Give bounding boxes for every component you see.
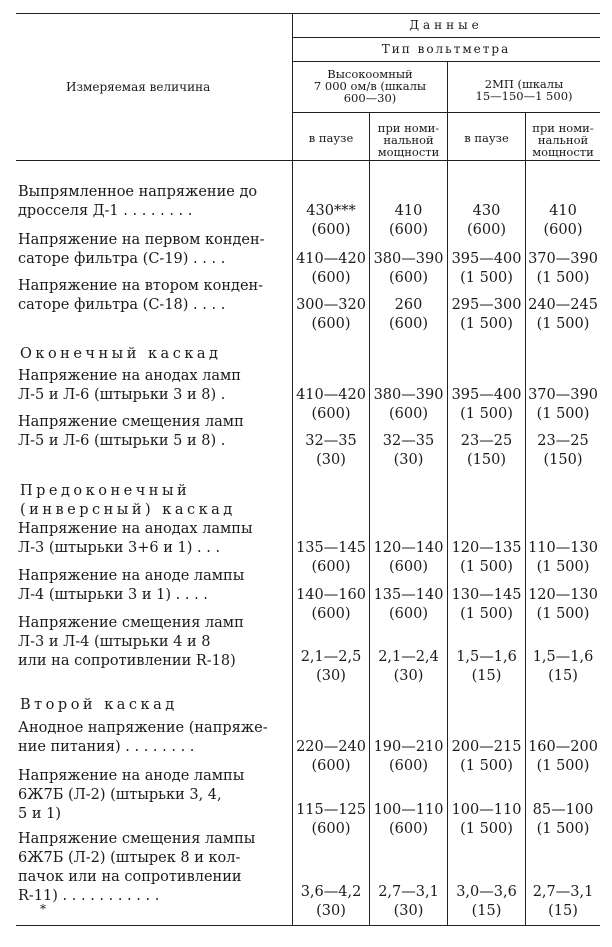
value-cell: 23—25 (150) bbox=[460, 433, 513, 468]
value-cell: 240—245 (1 500) bbox=[528, 297, 598, 332]
value-cell: 260 (600) bbox=[389, 297, 428, 332]
value-cell: 2,7—3,1 (30) bbox=[378, 884, 439, 919]
value-cell: 3,6—4,2 (30) bbox=[300, 884, 362, 919]
value-cell: 410—420 (600) bbox=[296, 251, 366, 286]
col-nominal-header-1: при номи- нальной мощности bbox=[377, 121, 440, 159]
row-label: Напряжение на первом конден- саторе фильтра (С-19) . . . . bbox=[18, 232, 265, 267]
row-label: Напряжение на анодах ламп Л-5 и Л-6 (штырьки 3 и 8) . bbox=[18, 368, 241, 403]
meter-high-header: Высокоомный 7 000 ом/в (шкалы 600—30) bbox=[313, 67, 427, 105]
value-cell: 200—215 (1 500) bbox=[451, 739, 522, 774]
value-cell: 2,7—3,1 (15) bbox=[532, 884, 594, 919]
meter-2mp-header: 2МП (шкалы 15—150—1 500) bbox=[475, 77, 573, 103]
value-cell: 380—390 (600) bbox=[373, 387, 444, 422]
col-divider-3 bbox=[447, 61, 448, 925]
value-cell: 380—390 (600) bbox=[373, 251, 444, 286]
value-cell: 135—140 (600) bbox=[373, 587, 444, 622]
header-rule-1 bbox=[292, 37, 600, 38]
row-label: Напряжение на аноде лампы Л-4 (штырьки 3 и 1) . . . . bbox=[18, 568, 245, 603]
value-cell: 2,1—2,5 (30) bbox=[300, 649, 362, 684]
data-header: Данные bbox=[409, 18, 483, 32]
value-cell: 190—210 (600) bbox=[373, 739, 444, 774]
value-cell: 23—25 (150) bbox=[537, 433, 589, 468]
row-label: Выпрямленное напряжение до дросселя Д-1 . . . . . . . . bbox=[18, 184, 258, 219]
row-label: Напряжение смещения ламп Л-5 и Л-6 (штырьки 5 и 8) . bbox=[18, 414, 244, 449]
row-label: Напряжение на аноде лампы 6Ж7Б (Л-2) (штырьки 3, 4, 5 и 1) bbox=[18, 768, 245, 822]
section-heading: Предоконечный (инверсный) каскад bbox=[20, 483, 236, 518]
value-cell: 395—400 (1 500) bbox=[451, 387, 522, 422]
header-rule-2 bbox=[292, 61, 600, 62]
header-rule-3 bbox=[292, 112, 600, 113]
value-cell: 1,5—1,6 (15) bbox=[532, 649, 594, 684]
value-cell: 1,5—1,6 (15) bbox=[456, 649, 517, 684]
stray-asterisk: * bbox=[40, 902, 46, 916]
col-pause-header-1: в паузе bbox=[308, 131, 354, 145]
value-cell: 395—400 (1 500) bbox=[451, 251, 522, 286]
value-cell: 32—35 (30) bbox=[382, 433, 435, 468]
value-cell: 3,0—3,6 (15) bbox=[456, 884, 517, 919]
value-cell: 120—140 (600) bbox=[373, 540, 444, 575]
value-cell: 370—390 (1 500) bbox=[528, 251, 598, 286]
value-cell: 410—420 (600) bbox=[296, 387, 366, 422]
table-bottom-rule bbox=[16, 925, 600, 926]
voltmeter-type-header: Тип вольтметра bbox=[381, 42, 511, 56]
header-bottom-rule bbox=[16, 160, 600, 161]
value-cell: 220—240 (600) bbox=[296, 739, 366, 774]
quantity-column-header: Измеряемая величина bbox=[66, 80, 211, 94]
value-cell: 85—100 (1 500) bbox=[532, 802, 594, 837]
section-heading: Второй каскад bbox=[20, 697, 178, 713]
section-heading: Оконечный каскад bbox=[20, 346, 222, 362]
value-cell: 430 (600) bbox=[467, 203, 506, 238]
value-cell: 140—160 (600) bbox=[296, 587, 366, 622]
row-label: Напряжение на анодах лампы Л-3 (штырьки 3+6 и 1) . . . bbox=[18, 521, 253, 556]
value-cell: 430*** (600) bbox=[306, 203, 356, 238]
value-cell: 120—130 (1 500) bbox=[528, 587, 598, 622]
table-top-rule bbox=[16, 13, 600, 14]
value-cell: 120—135 (1 500) bbox=[451, 540, 522, 575]
value-cell: 135—145 (600) bbox=[296, 540, 366, 575]
value-cell: 410 (600) bbox=[543, 203, 583, 238]
value-cell: 370—390 (1 500) bbox=[528, 387, 598, 422]
row-label: Напряжение на втором конден- саторе фильтра (С-18) . . . . bbox=[18, 278, 264, 313]
value-cell: 410 (600) bbox=[389, 203, 428, 238]
row-label: Напряжение смещения ламп Л-3 и Л-4 (штырьки 4 и 8 или на сопротивлении R-18) bbox=[18, 615, 244, 669]
value-cell: 295—300 (1 500) bbox=[451, 297, 522, 332]
col-nominal-header-2: при номи- нальной мощности bbox=[532, 121, 594, 159]
value-cell: 100—110 (600) bbox=[373, 802, 444, 837]
row-label: Анодное напряжение (напряже- ние питания) . . . . . . . . bbox=[18, 720, 268, 755]
value-cell: 160—200 (1 500) bbox=[528, 739, 598, 774]
row-label: Напряжение смещения лампы 6Ж7Б (Л-2) (штырек 8 и кол- пачок или на сопротивлении R-11) . . . . . . . . . . . bbox=[18, 831, 256, 904]
value-cell: 115—125 (600) bbox=[296, 802, 366, 837]
value-cell: 130—145 (1 500) bbox=[451, 587, 522, 622]
value-cell: 300—320 (600) bbox=[296, 297, 366, 332]
value-cell: 32—35 (30) bbox=[305, 433, 357, 468]
value-cell: 110—130 (1 500) bbox=[528, 540, 598, 575]
value-cell: 2,1—2,4 (30) bbox=[378, 649, 439, 684]
col-pause-header-2: в паузе bbox=[464, 131, 509, 145]
value-cell: 100—110 (1 500) bbox=[451, 802, 522, 837]
